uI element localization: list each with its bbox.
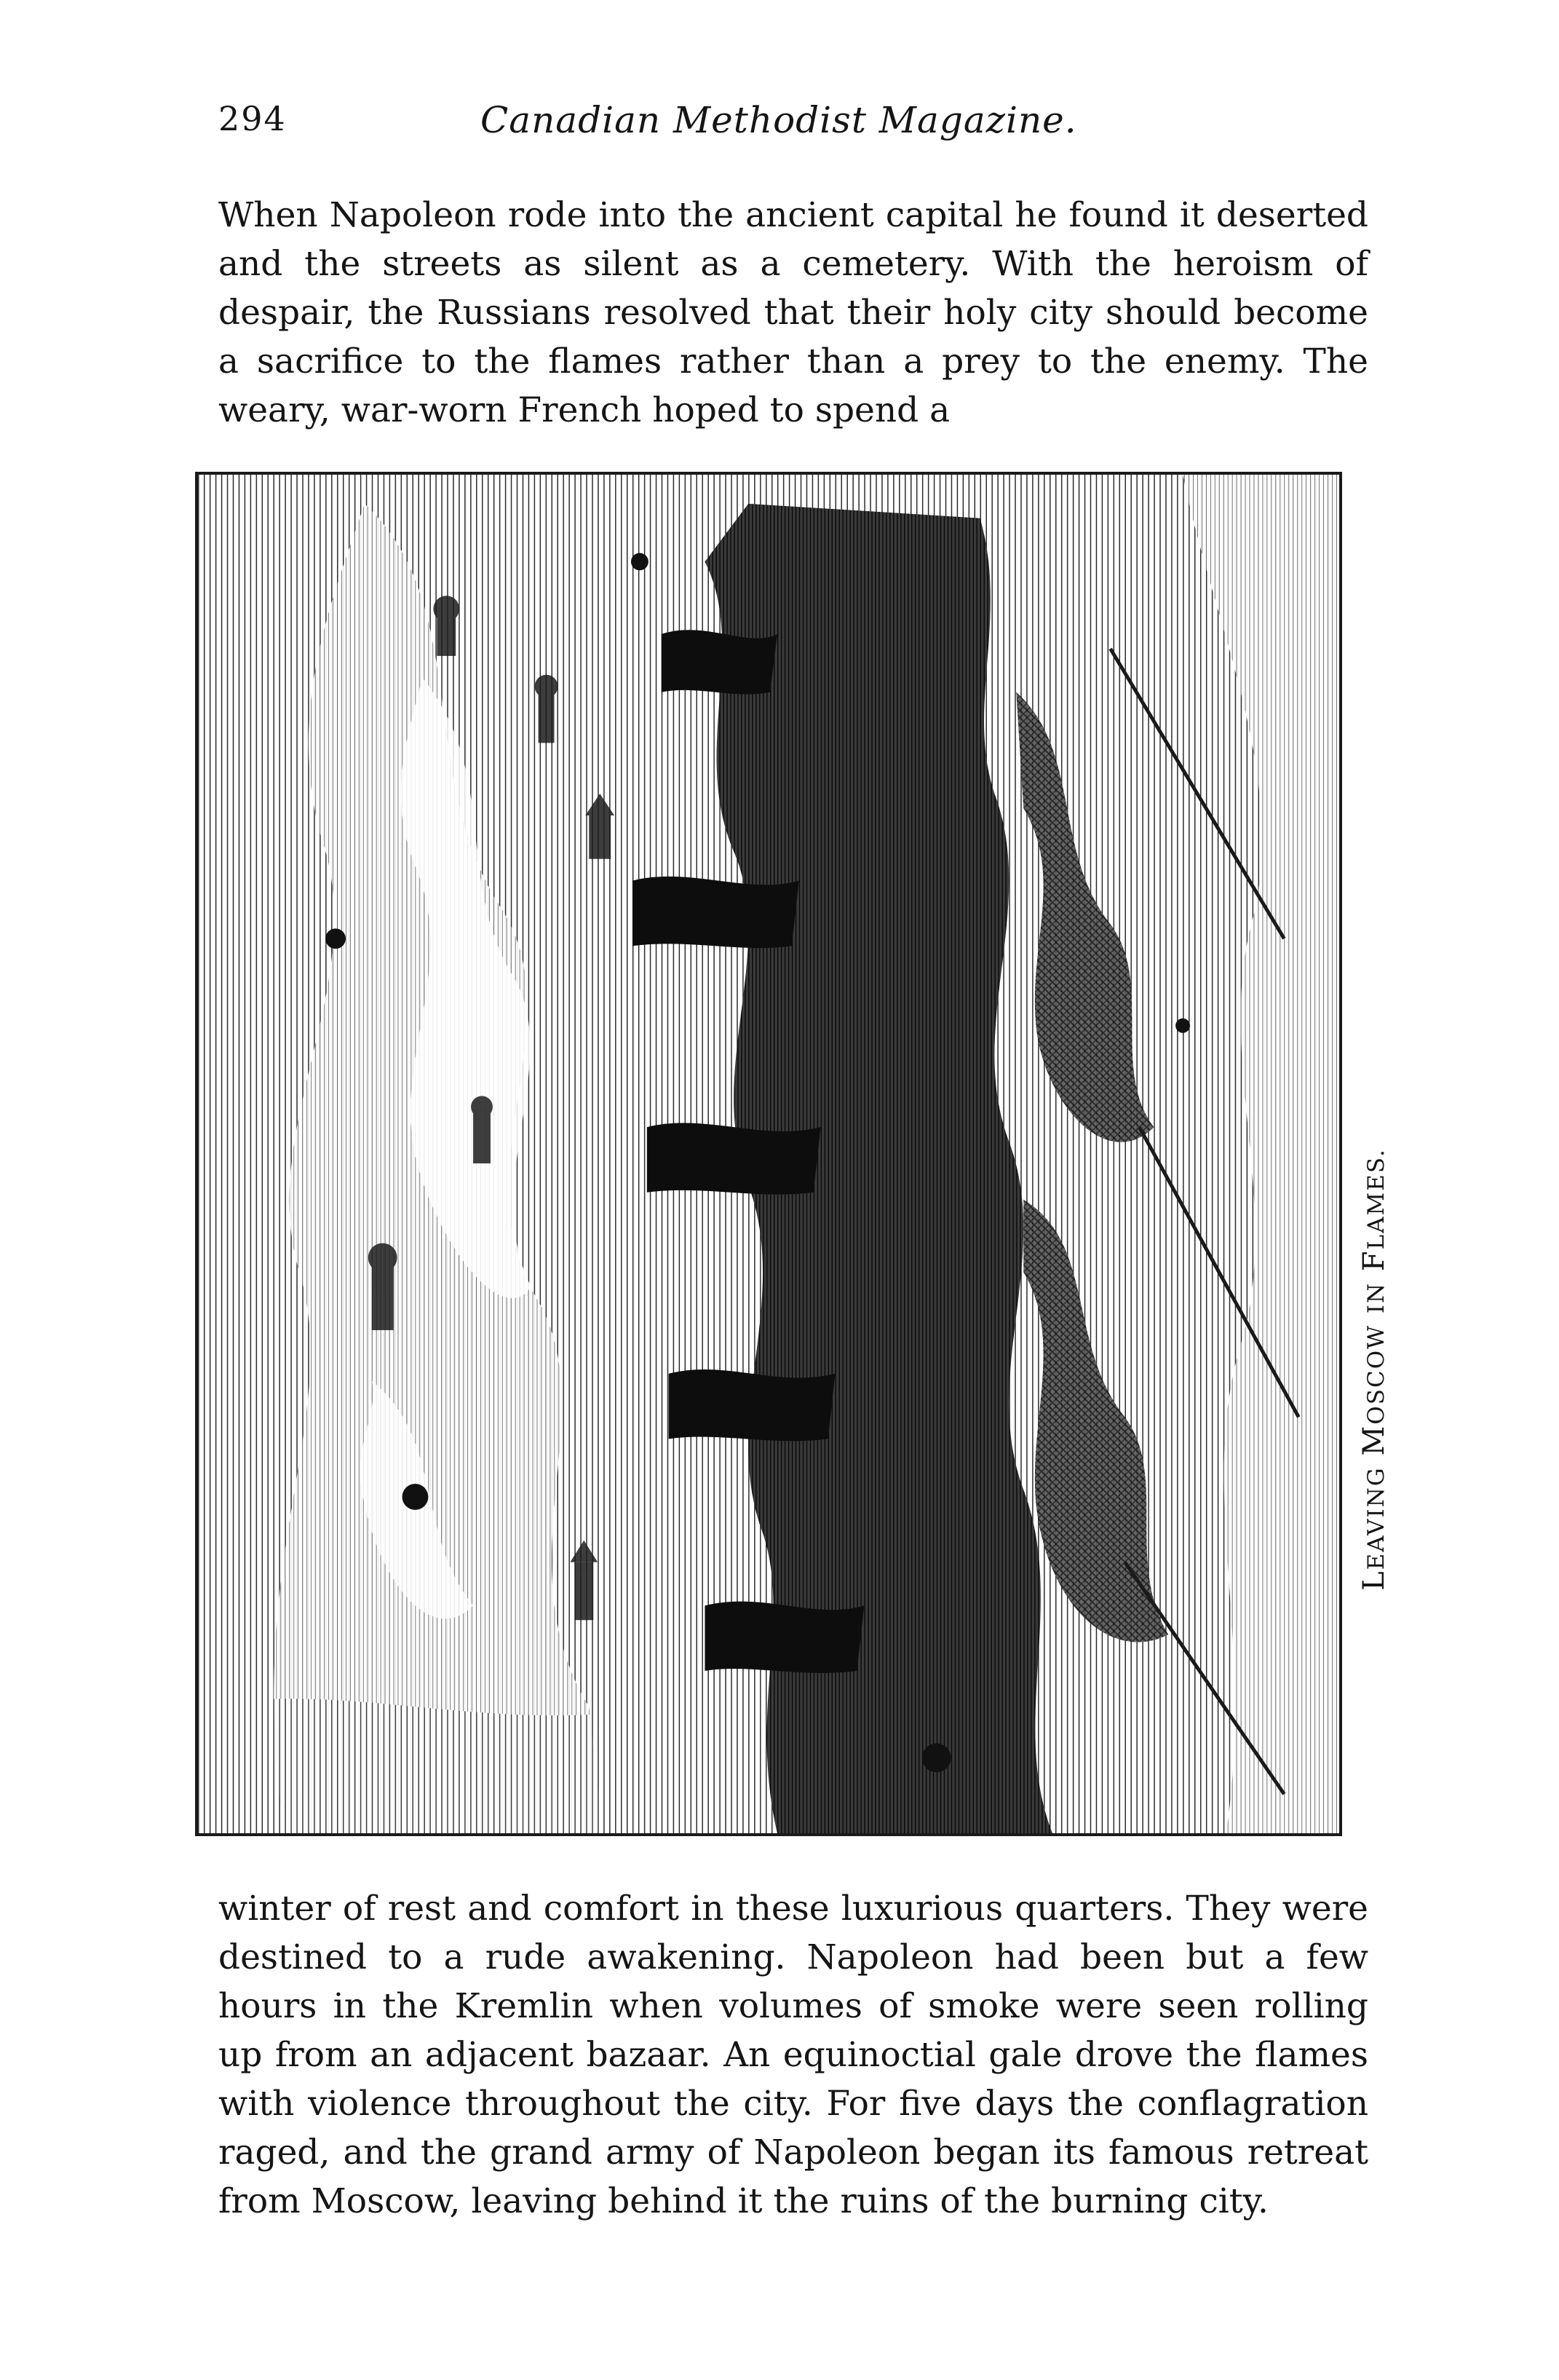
journal-title: Canadian Methodist Magazine. — [480, 99, 1077, 141]
caption-initial-3: F — [1357, 1249, 1391, 1272]
caption-word-2: OSCOW — [1363, 1324, 1389, 1425]
engraving-image — [198, 475, 1339, 1833]
paragraph-bottom: winter of rest and comfort in these luxurious quarters. They were destined to a rude awakening. Napoleon had been but a few hours in the Kremlin when volumes of smoke were seen rolling up from an adjacent bazaar. An equinoctial gale drove the flames with violence throughout the city. For five days the conflagration raged, and the grand army of Napoleon began its famous retreat from Moscow, leaving behind it the ruins of the burning city. — [218, 1889, 1368, 2221]
engraving-illustration — [195, 472, 1342, 1836]
running-head — [218, 99, 1368, 150]
caption-initial-1: L — [1357, 1570, 1391, 1591]
paragraph-top: When Napoleon rode into the ancient capital he found it deserted and the streets as silent as a cemetery. With the heroism of despair, the Russians resolved that their holy city should become a sacrifice to the flames rather than a prey to the enemy. The weary, war-worn French hoped to spend a — [218, 195, 1368, 430]
caption-connector: IN — [1363, 1281, 1389, 1314]
caption-initial-2: M — [1357, 1424, 1391, 1456]
caption-word-1: EAVING — [1363, 1466, 1389, 1570]
caption-word-3: LAMES. — [1363, 1148, 1389, 1250]
page-number: 294 — [218, 99, 287, 138]
illustration-caption — [1357, 1005, 1391, 1733]
